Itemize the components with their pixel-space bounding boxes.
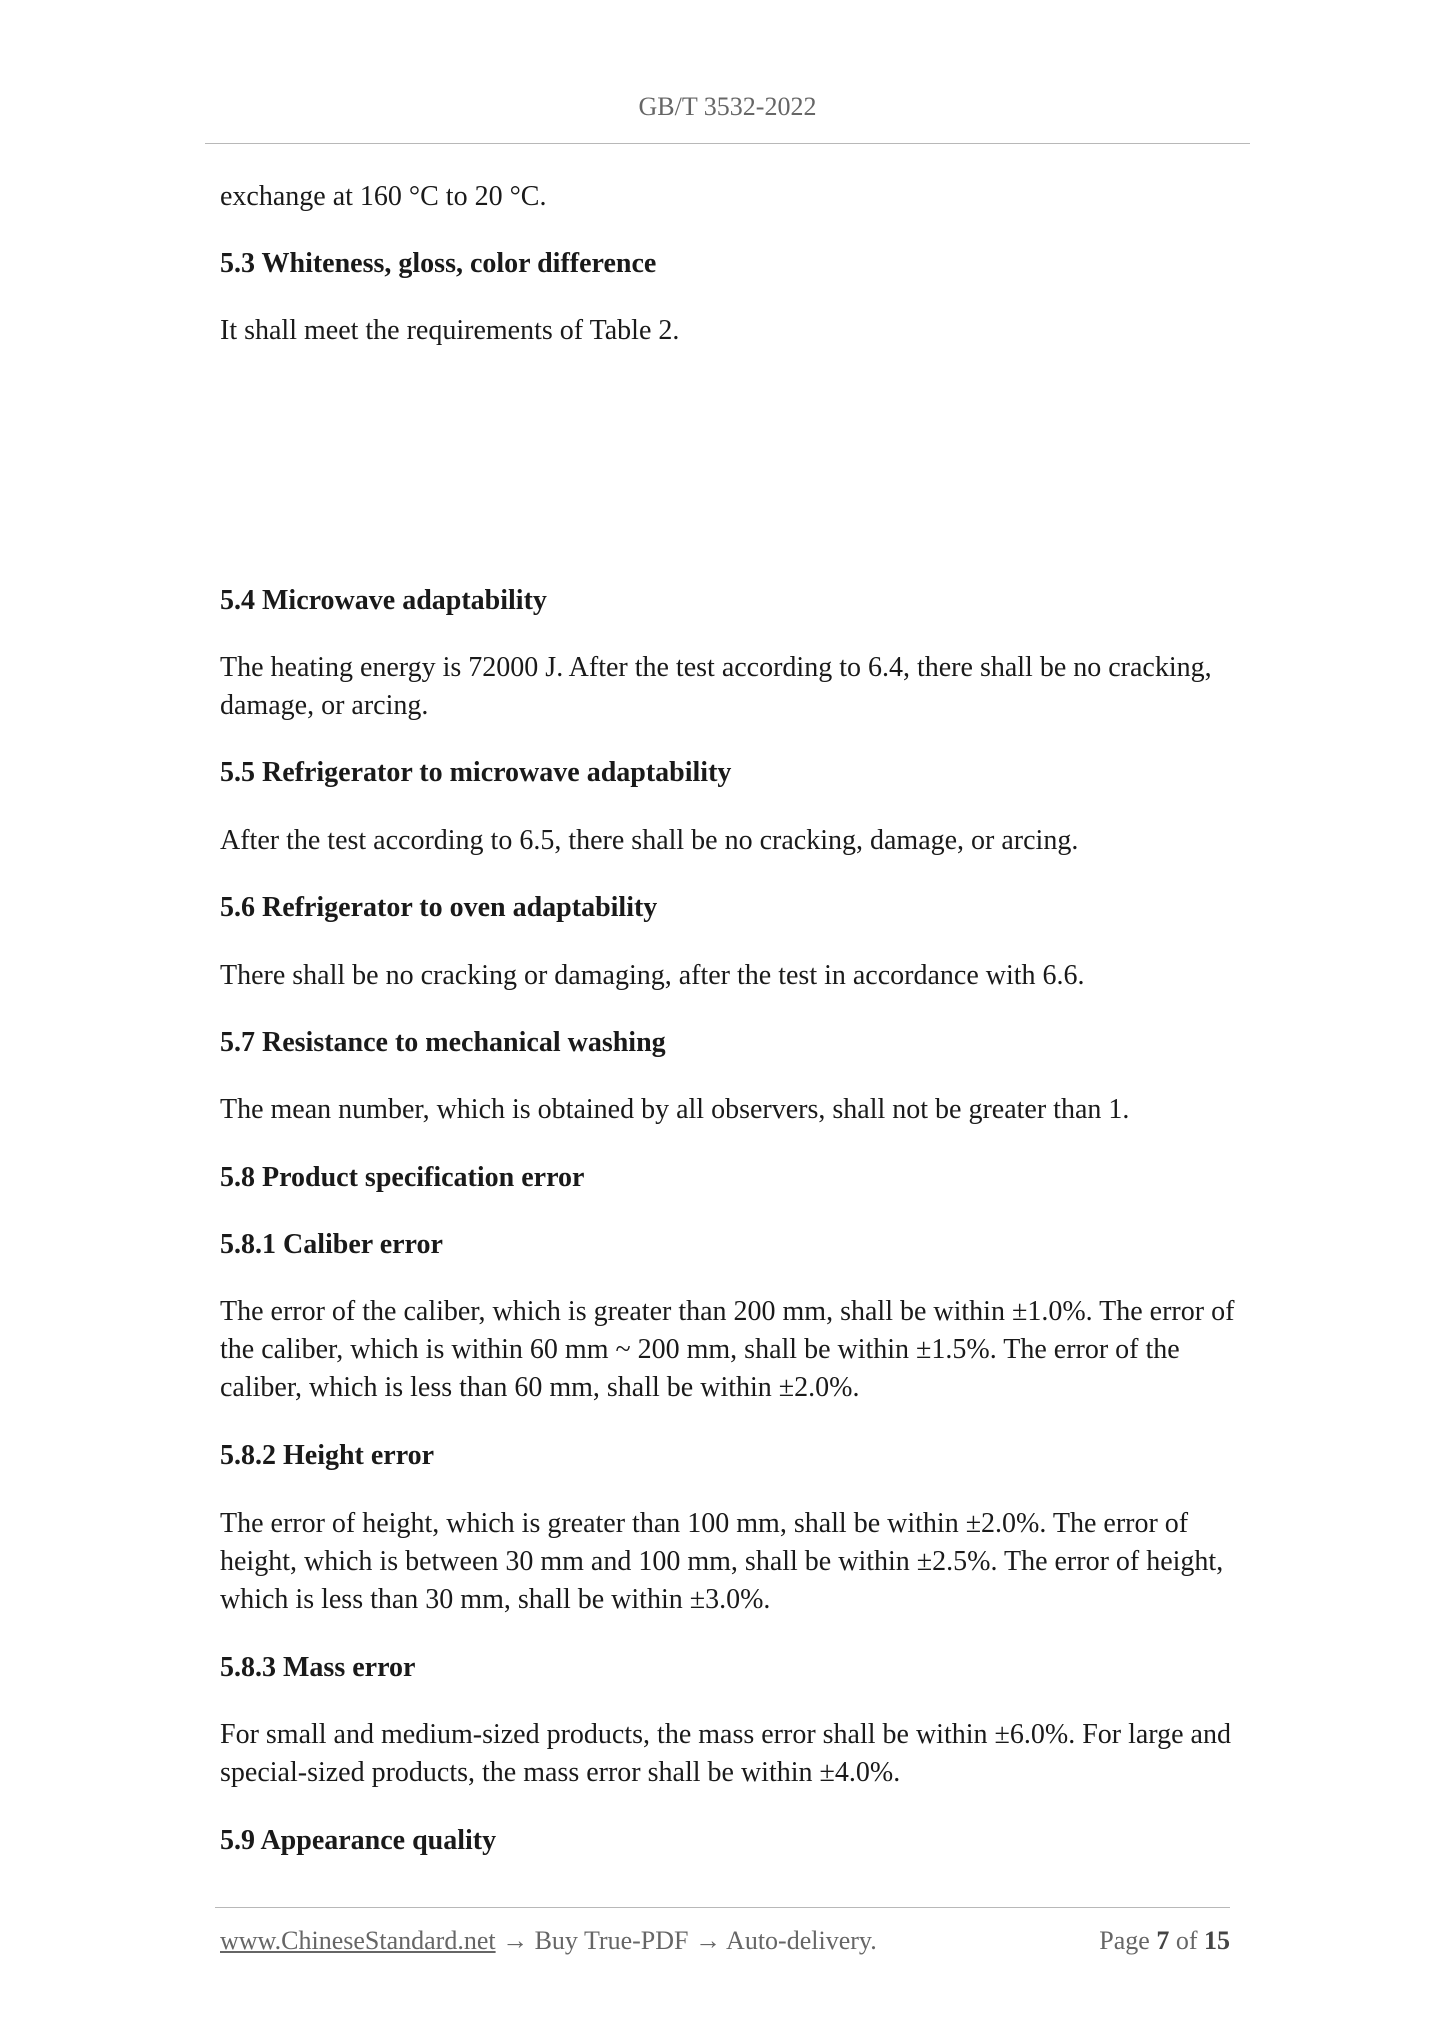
page-header xyxy=(205,92,1250,122)
document-id: GB/T 3532-2022 xyxy=(638,92,817,121)
paragraph-5-4: The heating energy is 72000 J. After the test according to 6.4, there shall be no cracking, damage, or arcing. xyxy=(220,652,1212,721)
page-number: Page 7 of 15 xyxy=(1099,1926,1230,1955)
paragraph-5-5: After the test according to 6.5, there shall be no cracking, damage, or arcing. xyxy=(220,825,1079,856)
section-heading-5-5: 5.5 Refrigerator to microwave adaptability xyxy=(220,757,732,788)
section-heading-5-3: 5.3 Whiteness, gloss, color difference xyxy=(220,248,657,279)
paragraph-5-8-2: The error of height, which is greater than 100 mm, shall be within ±2.0%. The error of height, which is between 30 mm and 100 mm, shall be within ±2.5%. The error of height, which is less than 30 mm, shall be within ±3.0%. xyxy=(220,1508,1224,1615)
paragraph-5-7: The mean number, which is obtained by all observers, shall not be greater than 1. xyxy=(220,1094,1130,1125)
page-footer xyxy=(220,1926,1230,1956)
section-heading-5-4: 5.4 Microwave adaptability xyxy=(220,585,547,616)
footer-promo-text: → Buy True-PDF → Auto-delivery. xyxy=(495,1926,877,1955)
section-heading-5-6: 5.6 Refrigerator to oven adaptability xyxy=(220,892,658,923)
section-heading-5-8-1: 5.8.1 Caliber error xyxy=(220,1229,443,1260)
paragraph-5-3: It shall meet the requirements of Table 2. xyxy=(220,315,680,346)
paragraph-5-6: There shall be no cracking or damaging, after the test in accordance with 6.6. xyxy=(220,960,1085,991)
continued-paragraph: exchange at 160 °C to 20 °C. xyxy=(220,181,547,212)
paragraph-5-8-3: For small and medium-sized products, the mass error shall be within ±6.0%. For large and special-sized products, the mass error shall be within ±4.0%. xyxy=(220,1719,1231,1788)
section-heading-5-7: 5.7 Resistance to mechanical washing xyxy=(220,1027,666,1058)
header-divider xyxy=(205,143,1250,144)
paragraph-5-8-1: The error of the caliber, which is greater than 200 mm, shall be within ±1.0%. The error of the caliber, which is within 60 mm ~ 200 mm, shall be within ±1.5%. The error of the caliber, which is less than 60 mm, shall be within ±2.0%. xyxy=(220,1296,1235,1403)
section-heading-5-8-2: 5.8.2 Height error xyxy=(220,1440,435,1471)
footer-divider xyxy=(215,1907,1230,1908)
website-link[interactable]: www.ChineseStandard.net xyxy=(220,1926,496,1955)
section-heading-5-8-3: 5.8.3 Mass error xyxy=(220,1652,416,1683)
section-heading-5-8: 5.8 Product specification error xyxy=(220,1162,585,1193)
current-page: 7 xyxy=(1156,1926,1170,1955)
total-pages: 15 xyxy=(1204,1926,1230,1955)
section-heading-5-9: 5.9 Appearance quality xyxy=(220,1825,497,1856)
